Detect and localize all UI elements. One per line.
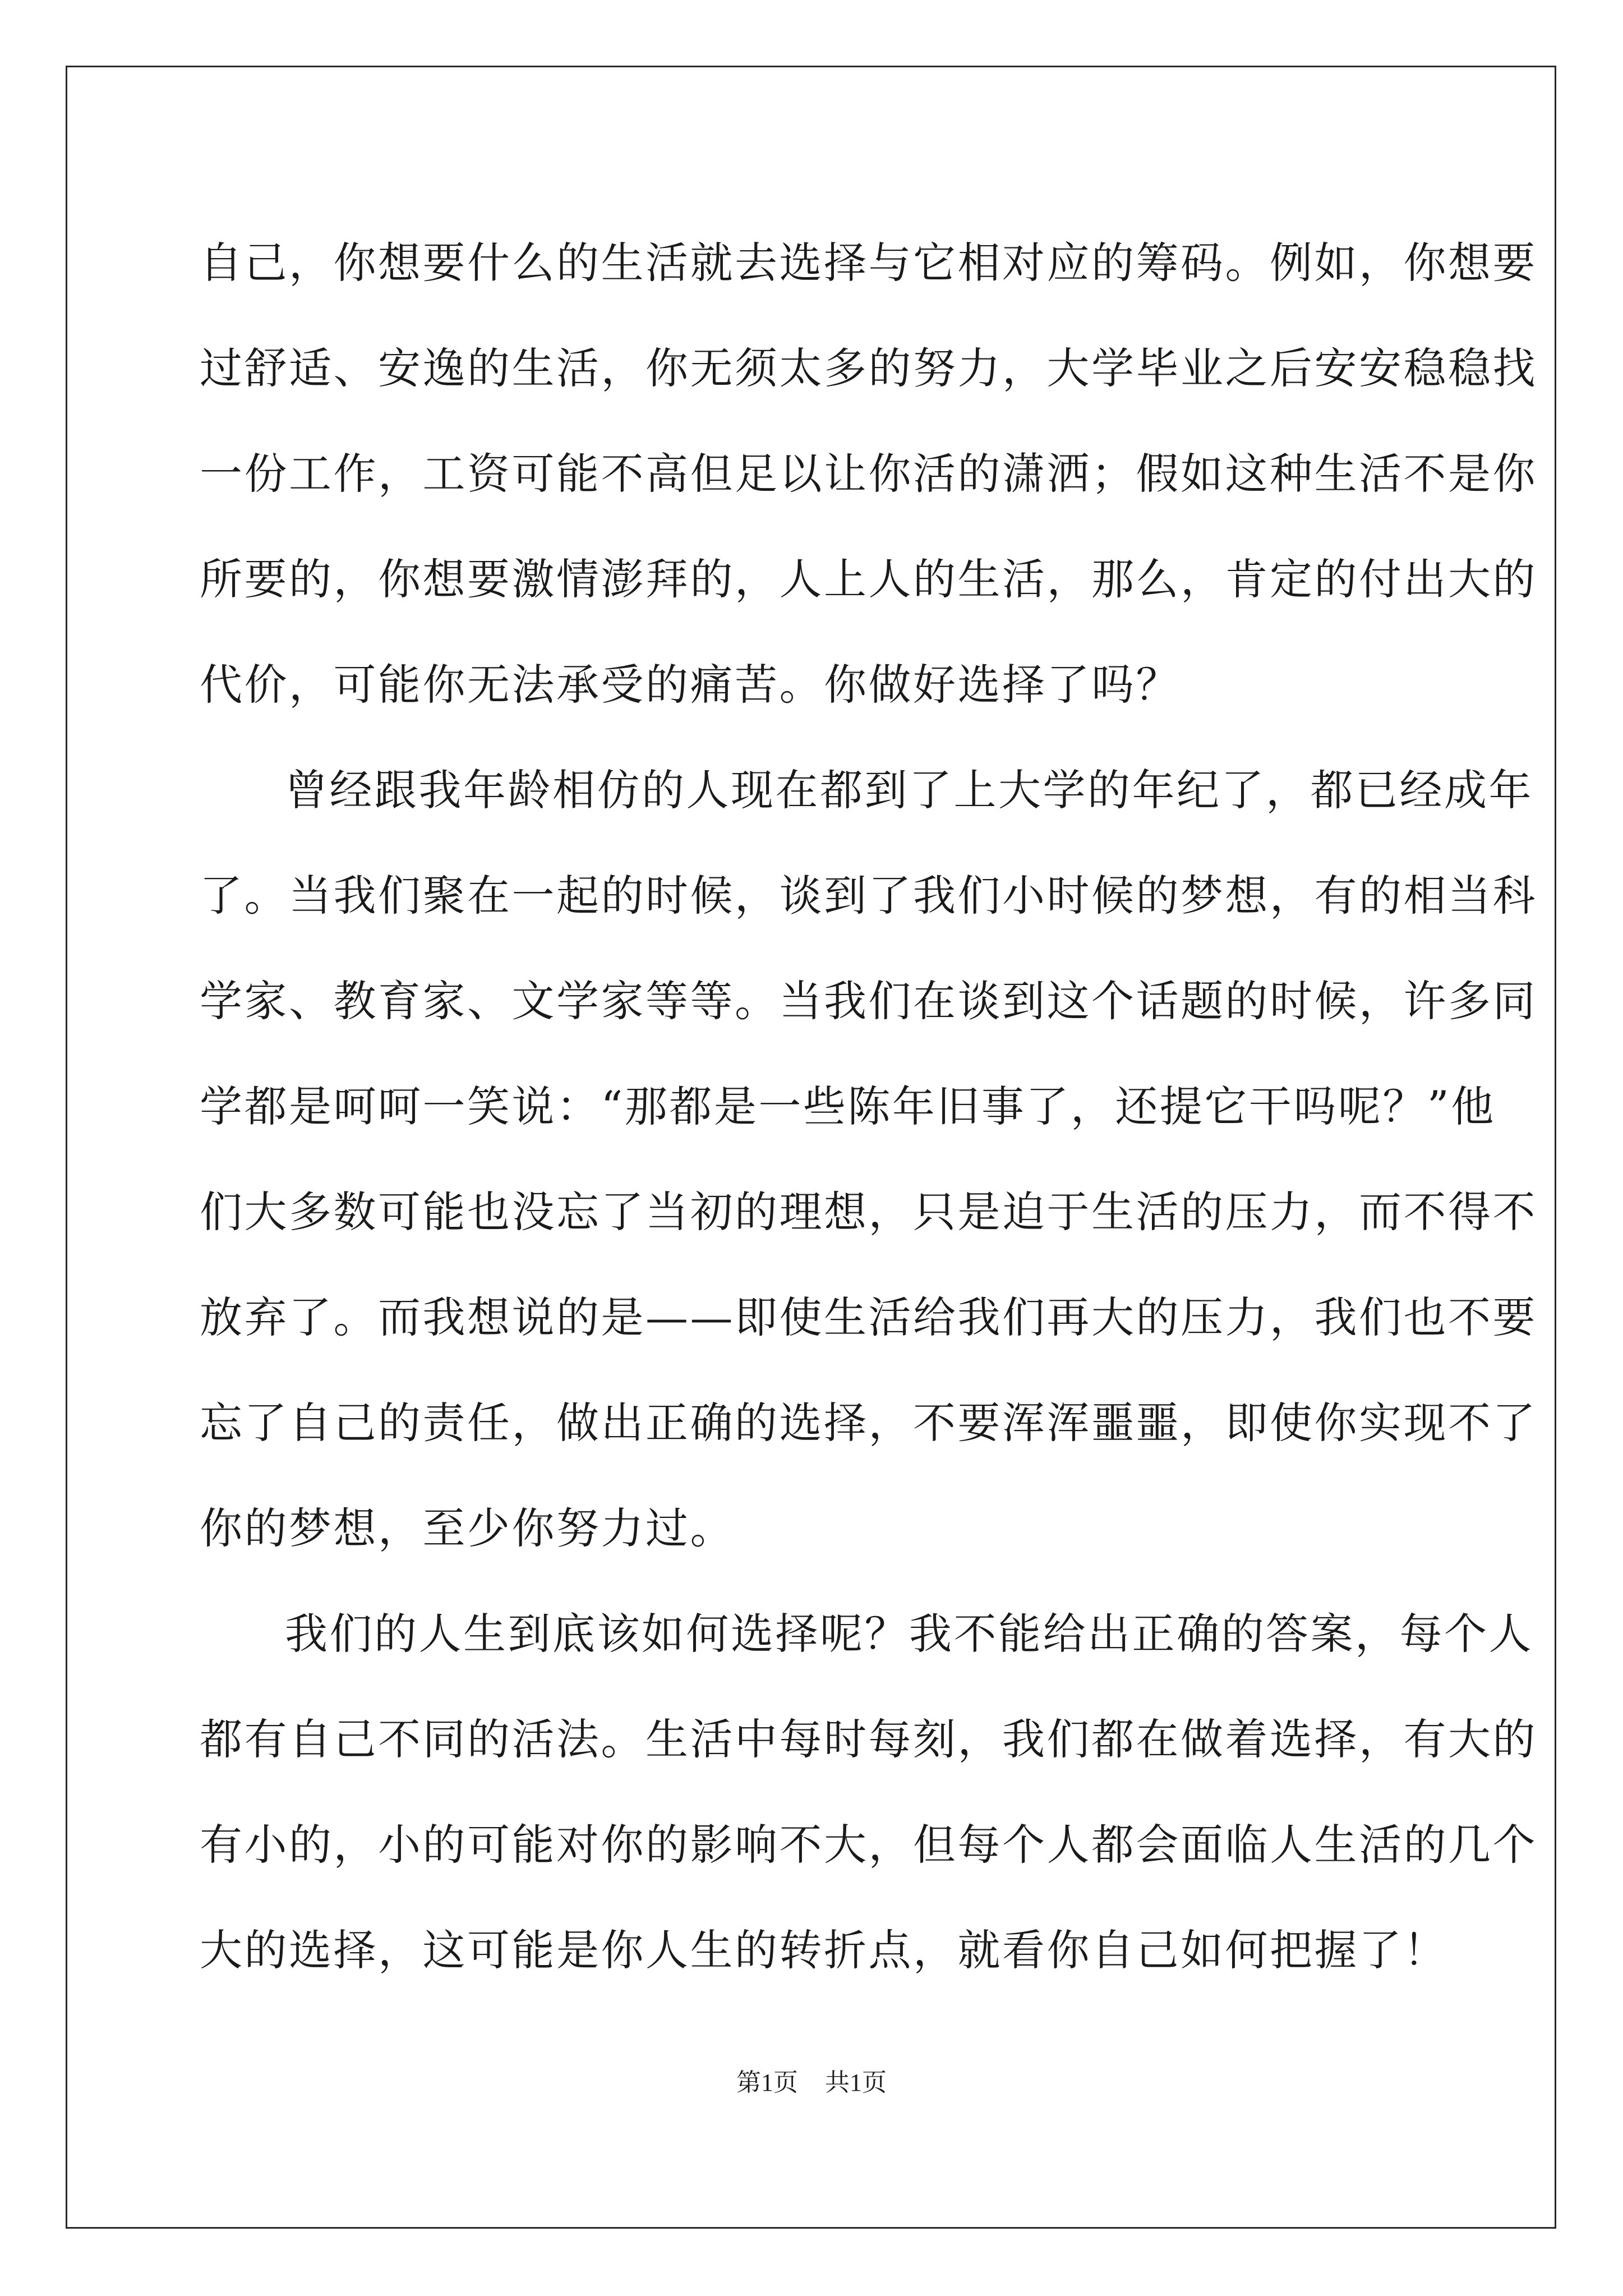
text-line: 有小的，小的可能对你的影响不大，但每个人都会面临人生活的几个 xyxy=(200,1820,1537,1870)
paragraph-start-line: 曾经跟我年龄相仿的人现在都到了上大学的年纪了，都已经成年 xyxy=(285,765,1533,815)
text-line: 你的梦想，至少你努力过。 xyxy=(200,1503,735,1553)
text-line: 过舒适、安逸的生活，你无须太多的努力，大学毕业之后安安稳稳找 xyxy=(200,343,1537,393)
text-line: 了。当我们聚在一起的时候，谈到了我们小时候的梦想，有的相当科 xyxy=(200,871,1537,921)
page-total: 共1页 xyxy=(825,2069,887,2096)
text-line: 忘了自己的责任，做出正确的选择，不要浑浑噩噩，即使你实现不了 xyxy=(200,1398,1537,1448)
page-number: 第1页 xyxy=(736,2069,798,2096)
text-line: 放弃了。而我想说的是——即使生活给我们再大的压力，我们也不要 xyxy=(200,1292,1537,1342)
text-line: 大的选择，这可能是你人生的转折点，就看你自己如何把握了！ xyxy=(200,1925,1448,1975)
text-line: 学家、教育家、文学家等等。当我们在谈到这个话题的时候，许多同 xyxy=(200,976,1537,1026)
text-line: 都有自己不同的活法。生活中每时每刻，我们都在做着选择，有大的 xyxy=(200,1714,1537,1764)
text-line: 代价，可能你无法承受的痛苦。你做好选择了吗？ xyxy=(200,660,1181,710)
text-line: 一份工作，工资可能不高但足以让你活的潇洒；假如这种生活不是你 xyxy=(200,449,1537,499)
page-footer xyxy=(0,2062,1623,2098)
text-line: 自己，你想要什么的生活就去选择与它相对应的筹码。例如，你想要 xyxy=(200,238,1537,288)
text-line: 所要的，你想要激情澎拜的，人上人的生活，那么，肯定的付出大的 xyxy=(200,554,1537,604)
text-line: 学都是呵呵一笑说：“那都是一些陈年旧事了，还提它干吗呢？”他 xyxy=(200,1082,1496,1131)
paragraph-start-line: 我们的人生到底该如何选择呢？我不能给出正确的答案，每个人 xyxy=(285,1609,1533,1659)
document-body xyxy=(200,210,1537,2003)
text-line: 们大多数可能也没忘了当初的理想，只是迫于生活的压力，而不得不 xyxy=(200,1187,1537,1237)
